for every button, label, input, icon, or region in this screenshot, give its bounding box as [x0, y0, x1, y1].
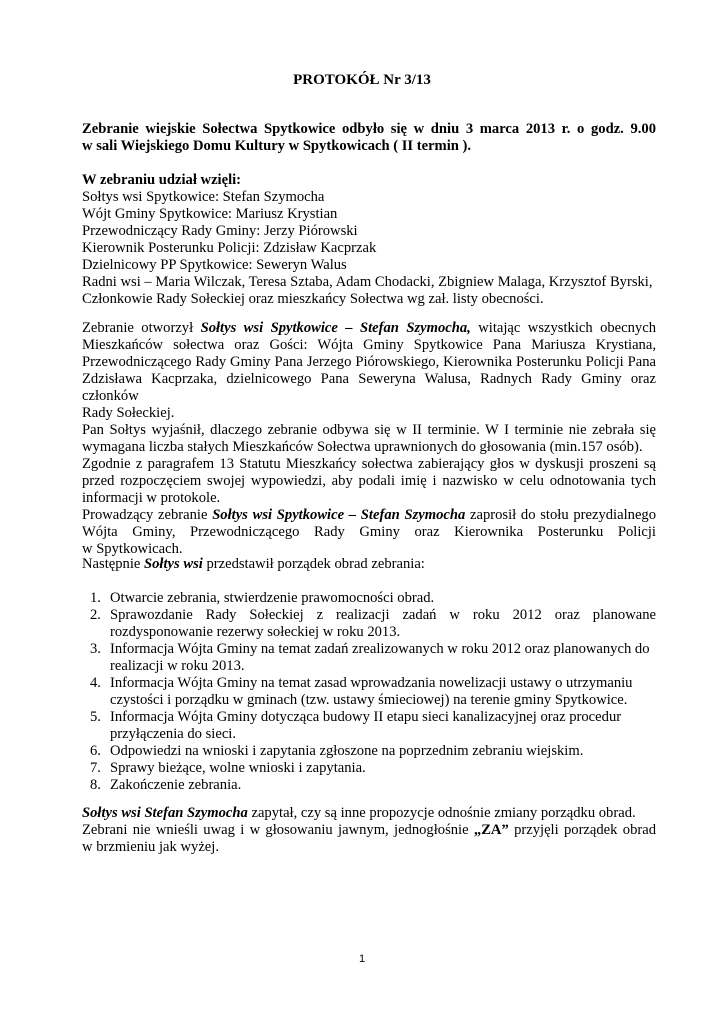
opening-line: Wójta Gminy, Przewodniczącego Rady Gminy oraz Kierownika Posterunku Policji — [82, 524, 656, 540]
opening-line: Prowadzący zebranie Sołtys wsi Spytkowice – Stefan Szymocha zaprosił do stołu prezydialnego — [82, 507, 657, 523]
agenda-list — [82, 590, 656, 794]
opening-line: Zgodnie z paragrafem 13 Statutu Mieszkańcy sołectwa zabierający głos w dyskusji proszeni są — [82, 456, 656, 472]
soltys-emphasis: Sołtys wsi — [144, 556, 203, 572]
participant-line: Kierownik Posterunku Policji: Zdzisław Kacprzak — [82, 240, 377, 256]
participant-line: Radni wsi – Maria Wilczak, Teresa Sztaba, Adam Chodacki, Zbigniew Malaga, Krzysztof Byrski, — [82, 274, 653, 290]
soltys-emphasis: Sołtys wsi Stefan Szymocha — [82, 805, 248, 821]
participant-line: Przewodniczący Rady Gminy: Jerzy Piórowski — [82, 223, 358, 239]
participant-line: Członkowie Rady Sołeckiej oraz mieszkańcy Sołectwa wg zał. listy obecności. — [82, 291, 544, 307]
chair-name-emphasis: Sołtys wsi Spytkowice – Stefan Szymocha, — [200, 320, 471, 336]
participants-heading: W zebraniu udział wzięli: — [82, 172, 242, 188]
opening-line: Rady Sołeckiej. — [82, 405, 175, 421]
chair-name-emphasis: Sołtys wsi Spytkowice – Stefan Szymocha — [212, 507, 466, 523]
opening-line: Mieszkańców sołectwa oraz Gości: Wójta Gminy Spytkowice Pana Mariusza Krystiana, — [82, 337, 656, 353]
opening-line: wymagana liczba stałych Mieszkańców Sołectwa uprawnionych do głosowania (min.157 osób). — [82, 439, 643, 455]
participants-section — [82, 172, 656, 308]
opening-line: Zebranie otworzył Sołtys wsi Spytkowice – Stefan Szymocha, witając wszystkich obecnych — [82, 320, 656, 336]
document-title: PROTOKÓŁ Nr 3/13 — [293, 72, 431, 88]
opening-paragraph — [82, 320, 656, 558]
opening-line: Przewodniczącego Rady Gminy Pana Jerzego Piórowskiego, Kierownika Posterunku Policji Pana — [82, 354, 656, 370]
agenda-item: 3. Informacja Wójta Gminy na temat zadań zrealizowanych w roku 2012 oraz planowanych do realizacji w roku 2013. — [90, 641, 650, 674]
participant-line: Wójt Gminy Spytkowice: Mariusz Krystian — [82, 206, 338, 222]
vote-za: „ZA” — [473, 822, 509, 838]
intro-line: w sali Wiejskiego Domu Kultury w Spytkowicach ( II termin ). — [82, 138, 472, 154]
agenda-intro: Następnie Sołtys wsi przedstawił porządek obrad zebrania: — [82, 556, 425, 572]
agenda-item: 2. Sprawozdanie Rady Sołeckiej z realizacji zadań w roku 2012 oraz planowane rozdysponowanie rezerwy sołeckiej w roku 2013. — [90, 607, 656, 640]
opening-line: Zdzisława Kacprzaka, dzielnicowego Pana Seweryna Walusa, Radnych Rady Gminy oraz członków — [82, 371, 656, 404]
opening-line: przed rozpoczęciem swojej wypowiedzi, aby podali imię i nazwisko w celu odnotowania tych — [82, 473, 656, 489]
opening-line: w Spytkowicach. — [82, 541, 183, 557]
page-number: 1 — [358, 953, 366, 965]
participant-line: Dzielnicowy PP Spytkowice: Seweryn Walus — [82, 257, 347, 273]
agenda-item: 6. Odpowiedzi na wnioski i zapytania zgłoszone na poprzednim zebraniu wiejskim. — [90, 743, 584, 759]
intro-paragraph — [82, 121, 656, 155]
agenda-item: 5. Informacja Wójta Gminy dotycząca budowy II etapu sieci kanalizacyjnej oraz procedur przyłączenia do sieci. — [90, 709, 622, 742]
closing-paragraph: Sołtys wsi Stefan Szymocha zapytał, czy są inne propozycje odnośnie zmiany porządku obrad. Zebrani nie wnieśli uwag i w głosowaniu jawnym, jednogłośnie „ZA” przyjęli porządek obrad w brzmieniu jak wyżej. — [82, 805, 656, 855]
intro-line: Zebranie wiejskie Sołectwa Spytkowice odbyło się w dniu 3 marca 2013 r. o godz. 9.00 — [82, 121, 656, 137]
participant-line: Sołtys wsi Spytkowice: Stefan Szymocha — [82, 189, 325, 205]
opening-line: Pan Sołtys wyjaśnił, dlaczego zebranie odbywa się w II terminie. W I terminie nie zebrała się — [82, 422, 656, 438]
agenda-item: 8. Zakończenie zebrania. — [90, 777, 242, 793]
agenda-item: 1. Otwarcie zebrania, stwierdzenie prawomocności obrad. — [90, 590, 435, 606]
agenda-item: 4. Informacja Wójta Gminy na temat zasad wprowadzania nowelizacji ustawy o utrzymaniu czystości i porządku w gminach (tzw. ustawy śmieciowej) na terenie gminy Spytkowice. — [90, 675, 633, 708]
opening-line: informacji w protokole. — [82, 490, 221, 506]
agenda-item: 7. Sprawy bieżące, wolne wnioski i zapytania. — [90, 760, 366, 776]
